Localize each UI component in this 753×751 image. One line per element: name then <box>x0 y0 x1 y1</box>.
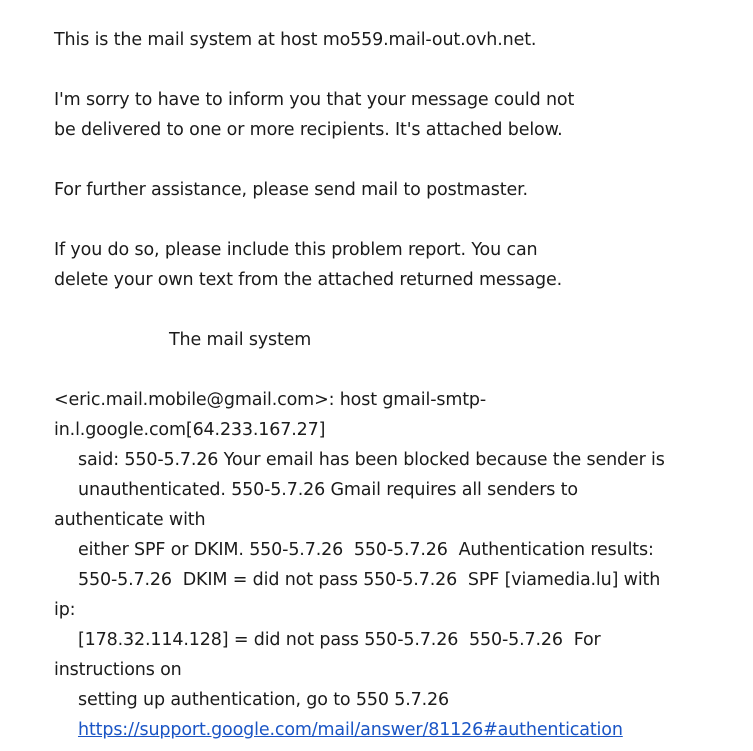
error-line-host: in.l.google.com[64.233.167.27] <box>54 420 326 440</box>
include-line-2: delete your own text from the attached returned message. <box>54 270 563 290</box>
intro-line: This is the mail system at host mo559.mail-out.ovh.net. <box>54 30 537 50</box>
error-line-recipient: <eric.mail.mobile@gmail.com>: host gmail-smtp- <box>54 390 487 410</box>
error-line-authenticate-with: authenticate with <box>54 510 206 530</box>
error-line-ip-address: [178.32.114.128] = did not pass 550-5.7.26 550-5.7.26 For <box>78 630 601 650</box>
sorry-line-2: be delivered to one or more recipients. It's attached below. <box>54 120 563 140</box>
error-line-said: said: 550-5.7.26 Your email has been blocked because the sender is <box>78 450 665 470</box>
support-link[interactable]: https://support.google.com/mail/answer/81126#authentication <box>78 720 623 740</box>
signature-line: The mail system <box>169 330 312 350</box>
blank-line <box>54 205 744 235</box>
support-link-line <box>54 715 744 745</box>
bounce-message-body <box>54 25 744 745</box>
error-line-setup: setting up authentication, go to 550 5.7.26 <box>78 690 450 710</box>
error-line-unauthenticated: unauthenticated. 550-5.7.26 Gmail requires all senders to <box>78 480 578 500</box>
error-line-ip: ip: <box>54 600 76 620</box>
include-line-1: If you do so, please include this problem report. You can <box>54 240 538 260</box>
blank-line <box>54 295 744 325</box>
blank-line <box>54 355 744 385</box>
error-line-dkim-result: 550-5.7.26 DKIM = did not pass 550-5.7.26 SPF [viamedia.lu] with <box>78 570 661 590</box>
assistance-line: For further assistance, please send mail to postmaster. <box>54 180 528 200</box>
sorry-line-1: I'm sorry to have to inform you that your message could not <box>54 90 575 110</box>
error-line-instructions: instructions on <box>54 660 182 680</box>
blank-line <box>54 55 744 85</box>
error-line-spf-dkim: either SPF or DKIM. 550-5.7.26 550-5.7.26 Authentication results: <box>78 540 654 560</box>
blank-line <box>54 145 744 175</box>
